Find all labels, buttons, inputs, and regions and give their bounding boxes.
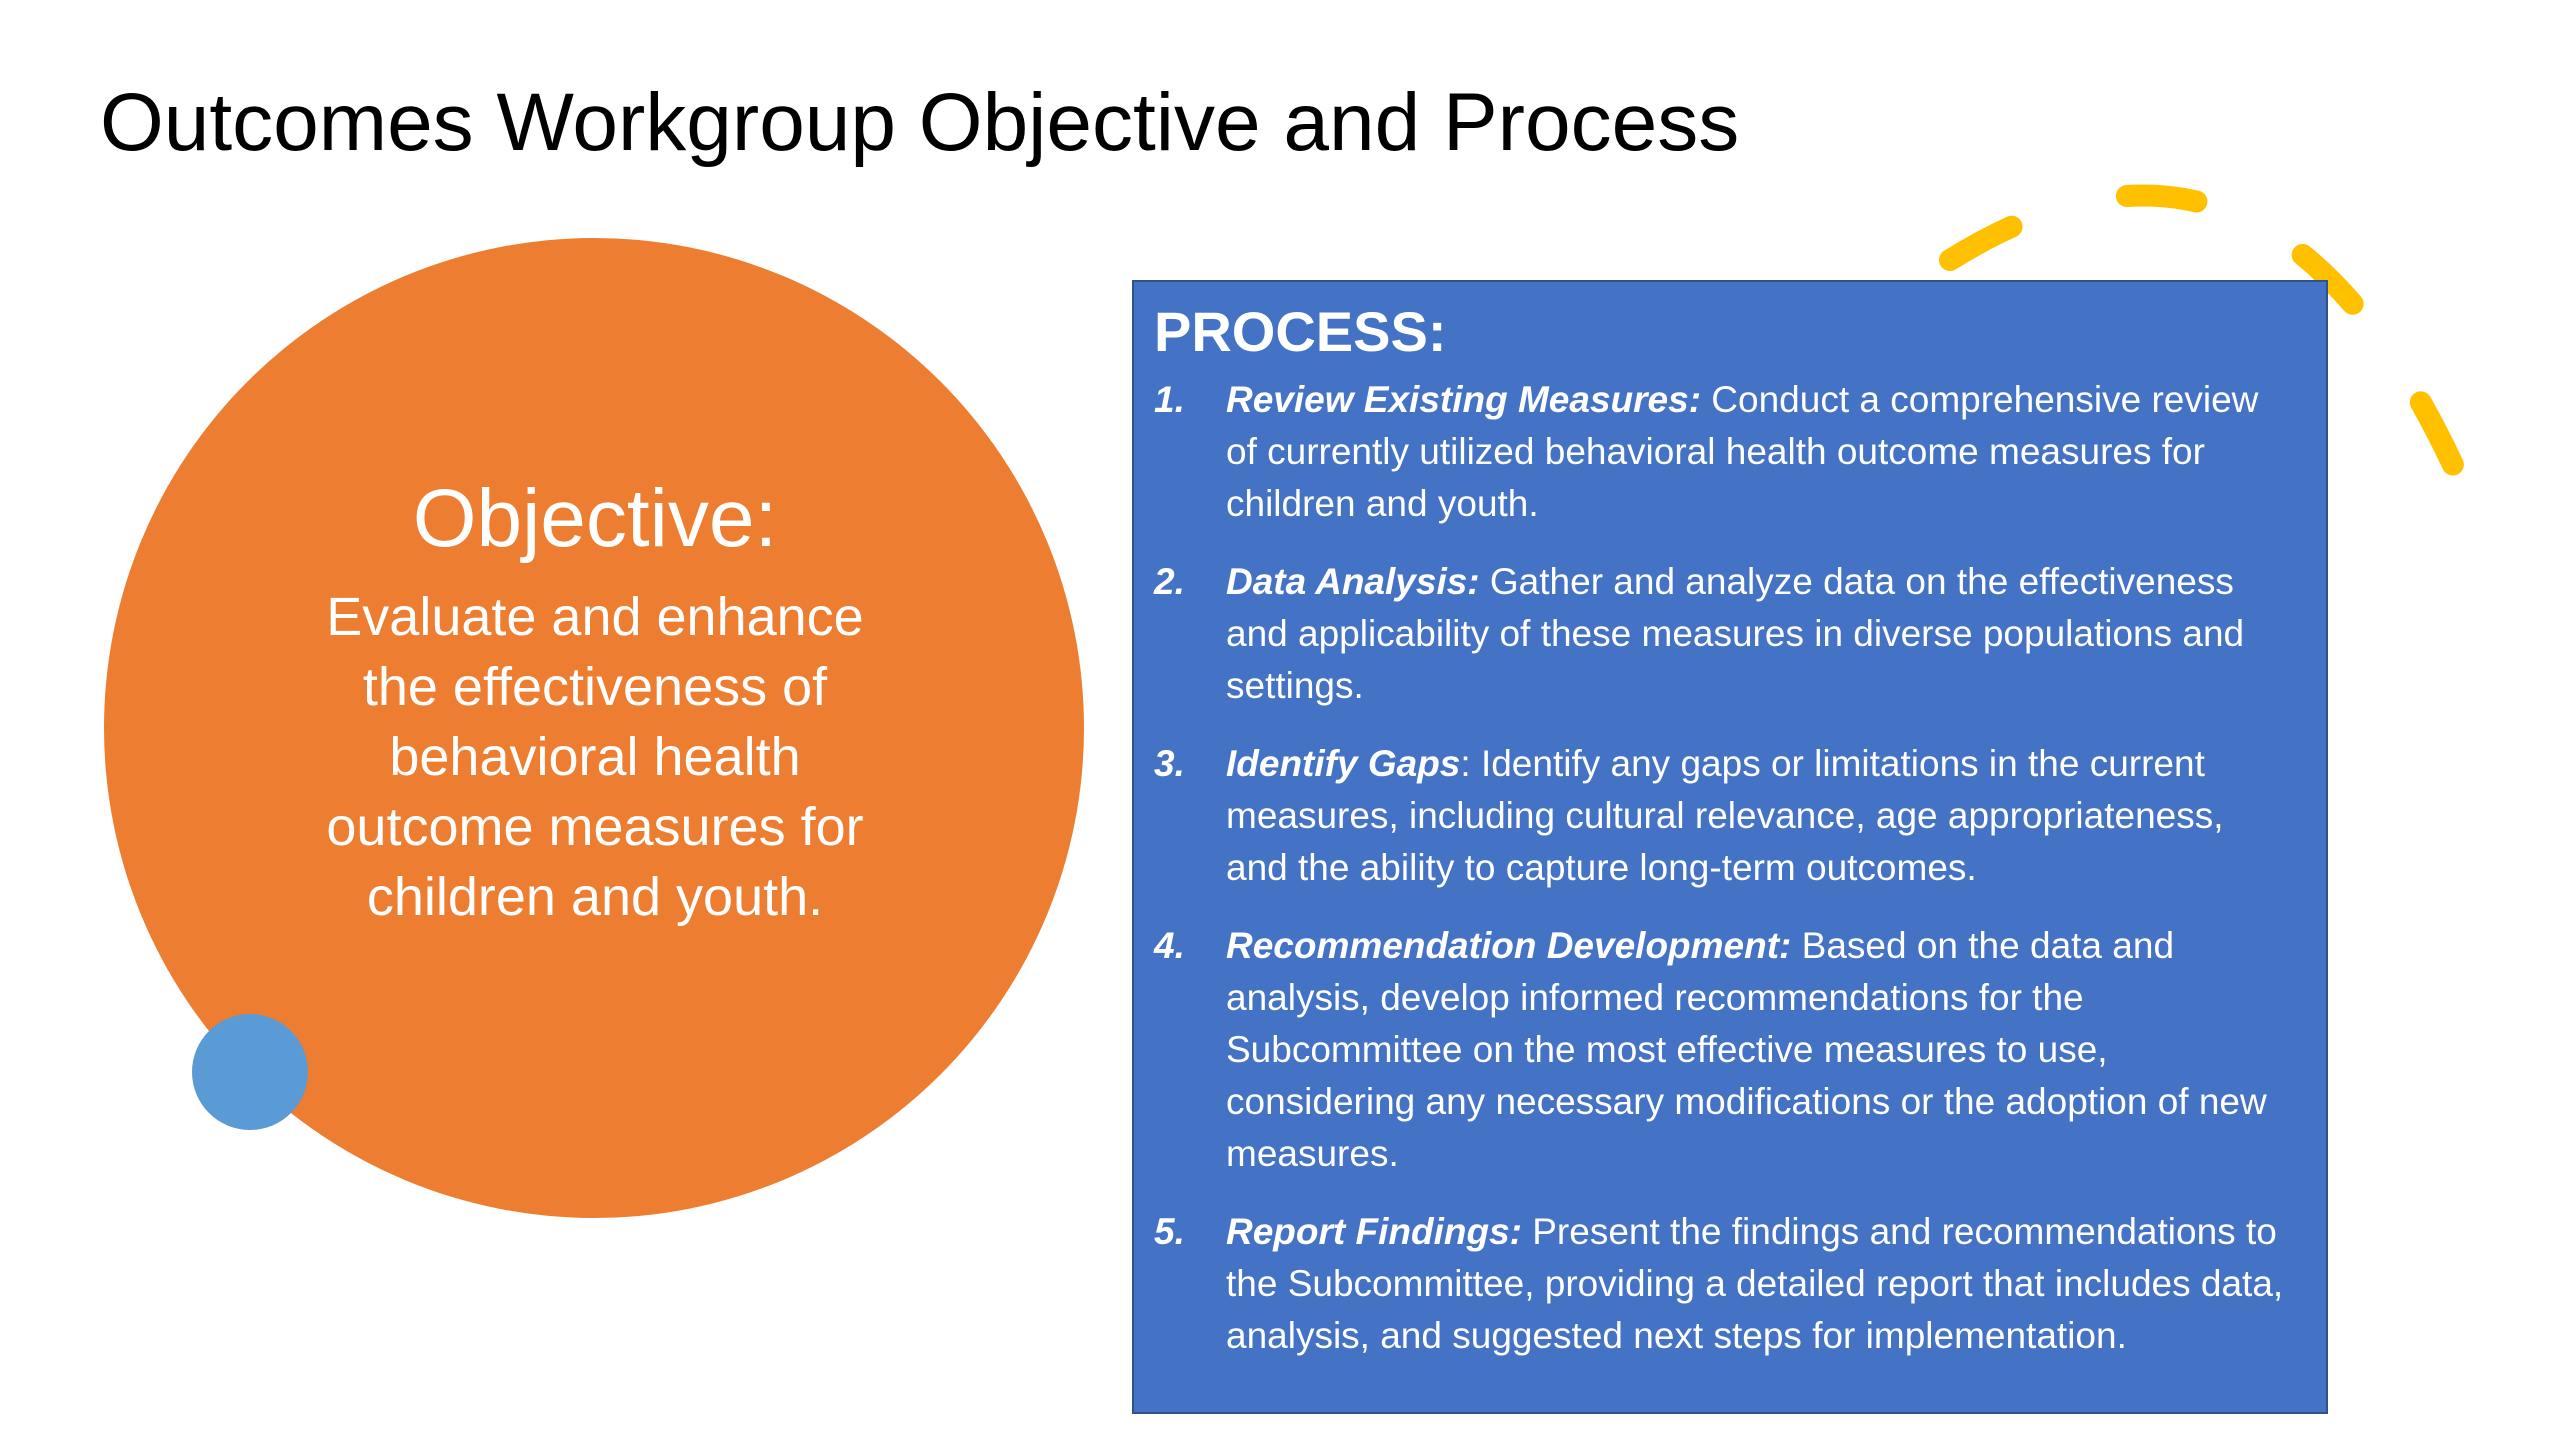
process-item-description: Present the findings and recommendations to the Subcommittee, providing a detailed report that includes data, analysis, and suggested next steps for implementation. xyxy=(1226,1211,2284,1357)
process-heading: PROCESS: xyxy=(1154,300,1447,363)
process-item-term: Data Analysis: xyxy=(1226,561,1480,603)
objective-text: Evaluate and enhance the effectiveness of behavioral health outcome measures for children and youth. xyxy=(326,587,864,928)
process-item-number: 3. xyxy=(1154,743,1185,785)
process-item xyxy=(1154,738,2290,894)
process-item xyxy=(1154,374,2290,530)
slide-title: Outcomes Workgroup Objective and Process xyxy=(100,77,1740,168)
process-item xyxy=(1154,1206,2290,1362)
process-item-number: 5. xyxy=(1154,1211,1185,1253)
process-item-description: Conduct a comprehensive review of currently utilized behavioral health outcome measures for children and youth. xyxy=(1226,379,2259,525)
objective-content xyxy=(300,470,890,932)
process-item-term: Report Findings: xyxy=(1226,1211,1522,1253)
process-item-term: Review Existing Measures: xyxy=(1226,379,1702,421)
process-list xyxy=(1154,374,2290,1362)
accent-dot xyxy=(192,1014,308,1130)
process-item-number: 2. xyxy=(1154,561,1185,603)
process-item-number: 4. xyxy=(1154,925,1185,967)
process-item-number: 1. xyxy=(1154,379,1185,421)
process-item-term: Identify Gaps xyxy=(1226,743,1461,785)
process-item xyxy=(1154,920,2290,1180)
process-item-description: Based on the data and analysis, develop informed recommendations for the Subcommittee on the most effective measures to use, considering any necessary modifications or the adoption of new measures. xyxy=(1226,925,2267,1175)
objective-heading: Objective: xyxy=(412,473,778,564)
process-item-description: Gather and analyze data on the effectiveness and applicability of these measures in diverse populations and settings. xyxy=(1226,561,2245,707)
process-item xyxy=(1154,556,2290,712)
process-item-term: Recommendation Development: xyxy=(1226,925,1792,967)
process-item-description: : Identify any gaps or limitations in the current measures, including cultural relevance, age appropriateness, and the ability to capture long-term outcomes. xyxy=(1226,743,2224,889)
process-box xyxy=(1132,280,2328,1414)
